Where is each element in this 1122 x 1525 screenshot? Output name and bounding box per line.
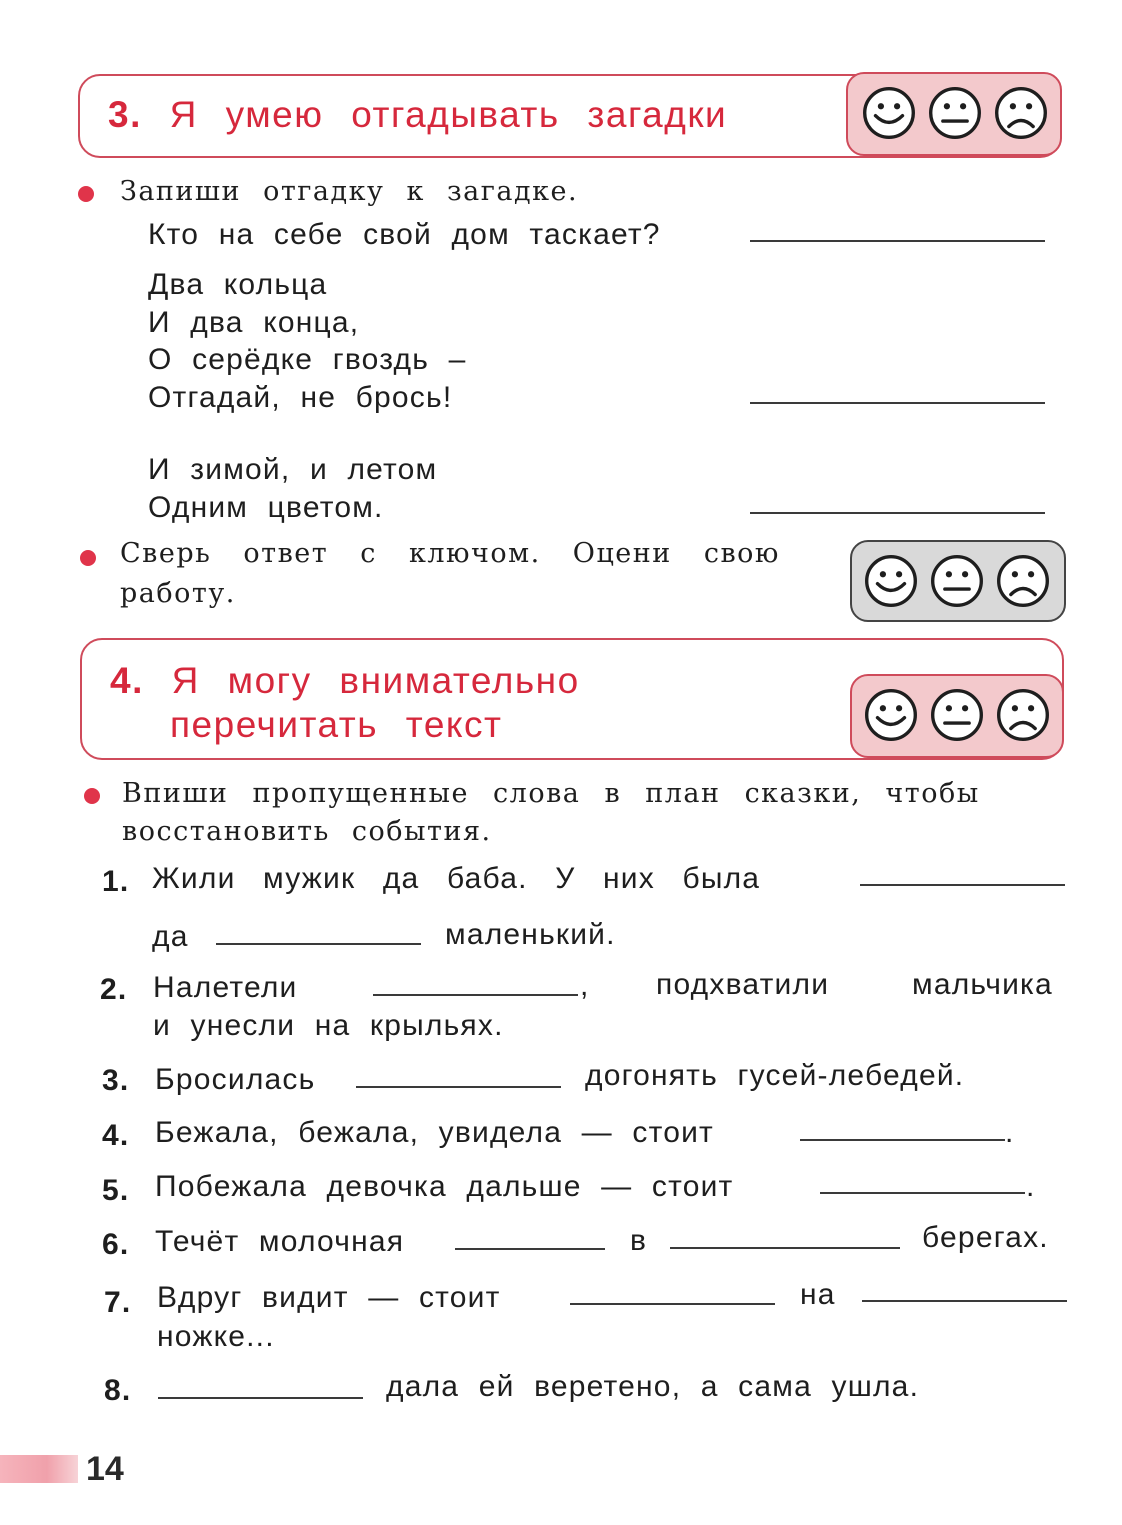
sad-face-icon[interactable] bbox=[996, 688, 1050, 742]
answer-line-riddle-3[interactable] bbox=[750, 512, 1045, 514]
check-instruction-line-2: работу. bbox=[120, 578, 236, 609]
neutral-face-icon[interactable] bbox=[928, 86, 982, 140]
item-4-text-b: . bbox=[1005, 1116, 1015, 1149]
item-number-5: 5. bbox=[102, 1174, 130, 1207]
section4-title-line-2: перечитать текст bbox=[170, 704, 503, 745]
item-1-text-b: да bbox=[152, 920, 189, 953]
answer-line-1a[interactable] bbox=[860, 884, 1065, 886]
item-number-4: 4. bbox=[102, 1119, 130, 1152]
bullet-icon bbox=[80, 550, 96, 566]
item-2-text-d: мальчика bbox=[912, 968, 1053, 1001]
section3-title-text: Я умею отгадывать загадки bbox=[169, 94, 728, 135]
section4-instruction-line-2: восстановить события. bbox=[122, 816, 492, 847]
item-2-text-a: Налетели bbox=[153, 971, 298, 1004]
item-1-text-c: маленький. bbox=[445, 918, 616, 951]
answer-line-riddle-2[interactable] bbox=[750, 402, 1045, 404]
riddle-3-line-1: И зимой, и летом bbox=[148, 453, 438, 486]
bullet-icon bbox=[84, 788, 100, 804]
answer-line-6a[interactable] bbox=[455, 1248, 605, 1250]
item-7-text-c: ножке... bbox=[157, 1320, 275, 1353]
section4-instruction-line-1: Впиши пропущенные слова в план сказки, чтобы bbox=[122, 778, 980, 809]
answer-line-2[interactable] bbox=[373, 994, 578, 996]
item-number-1: 1. bbox=[102, 865, 130, 898]
item-7-text-b: на bbox=[800, 1278, 836, 1311]
item-7-text-a: Вдруг видит — стоит bbox=[157, 1281, 501, 1314]
item-number-8: 8. bbox=[104, 1374, 132, 1407]
item-5-text-b: . bbox=[1026, 1170, 1036, 1203]
answer-line-7a[interactable] bbox=[570, 1303, 775, 1305]
riddle-2-line-4: Отгадай, не брось! bbox=[148, 381, 453, 414]
item-4-text-a: Бежала, бежала, увидела — стоит bbox=[155, 1116, 714, 1149]
riddle-2-line-2: И два конца, bbox=[148, 306, 360, 339]
answer-line-1b[interactable] bbox=[216, 943, 421, 945]
item-8-text-a: дала ей веретено, а сама ушла. bbox=[386, 1370, 920, 1403]
happy-face-icon[interactable] bbox=[864, 688, 918, 742]
answer-line-7b[interactable] bbox=[862, 1300, 1067, 1302]
item-6-text-b: в bbox=[630, 1224, 648, 1257]
happy-face-icon[interactable] bbox=[864, 554, 918, 608]
neutral-face-icon[interactable] bbox=[930, 688, 984, 742]
item-6-text-a: Течёт молочная bbox=[155, 1225, 405, 1258]
item-5-text-a: Побежала девочка дальше — стоит bbox=[155, 1170, 734, 1203]
answer-line-8[interactable] bbox=[158, 1397, 363, 1399]
item-1-text-a: Жили мужик да баба. У них была bbox=[152, 862, 761, 895]
riddle-2-line-1: Два кольца bbox=[148, 268, 328, 301]
item-number-3: 3. bbox=[102, 1064, 130, 1097]
riddle-2-line-3: О серёдке гвоздь – bbox=[148, 343, 467, 376]
riddle-3-line-2: Одним цветом. bbox=[148, 491, 384, 524]
item-number-2: 2. bbox=[100, 973, 128, 1006]
item-2-text-c: подхватили bbox=[656, 968, 830, 1001]
neutral-face-icon[interactable] bbox=[930, 554, 984, 608]
riddle-1: Кто на себе свой дом таскает? bbox=[148, 218, 661, 251]
item-3-text-a: Бросилась bbox=[155, 1063, 316, 1096]
item-6-text-c: берегах. bbox=[922, 1221, 1049, 1254]
sad-face-icon[interactable] bbox=[996, 554, 1050, 608]
item-number-7: 7. bbox=[104, 1286, 132, 1319]
answer-line-5[interactable] bbox=[820, 1192, 1025, 1194]
check-instruction-line-1: Сверь ответ с ключом. Оцени свою bbox=[120, 538, 780, 569]
page-number: 14 bbox=[86, 1450, 124, 1488]
answer-line-3[interactable] bbox=[356, 1086, 561, 1088]
answer-line-6b[interactable] bbox=[670, 1247, 900, 1249]
section3-number: 3. bbox=[108, 94, 142, 135]
sad-face-icon[interactable] bbox=[994, 86, 1048, 140]
section4-title-line-1 bbox=[110, 662, 580, 699]
section4-number: 4. bbox=[110, 660, 144, 701]
happy-face-icon[interactable] bbox=[862, 86, 916, 140]
answer-line-4[interactable] bbox=[800, 1139, 1005, 1141]
item-number-6: 6. bbox=[102, 1228, 130, 1261]
item-2-text-b: , bbox=[580, 969, 590, 1002]
page-number-bar bbox=[0, 1455, 78, 1483]
bullet-icon bbox=[78, 186, 94, 202]
section4-title-text-1: Я могу внимательно bbox=[171, 660, 580, 701]
item-2-text-e: и унесли на крыльях. bbox=[153, 1009, 504, 1042]
section3-instruction: Запиши отгадку к загадке. bbox=[120, 176, 579, 207]
section3-title bbox=[108, 96, 727, 133]
answer-line-riddle-1[interactable] bbox=[750, 240, 1045, 242]
item-3-text-b: догонять гусей-лебедей. bbox=[585, 1059, 965, 1092]
